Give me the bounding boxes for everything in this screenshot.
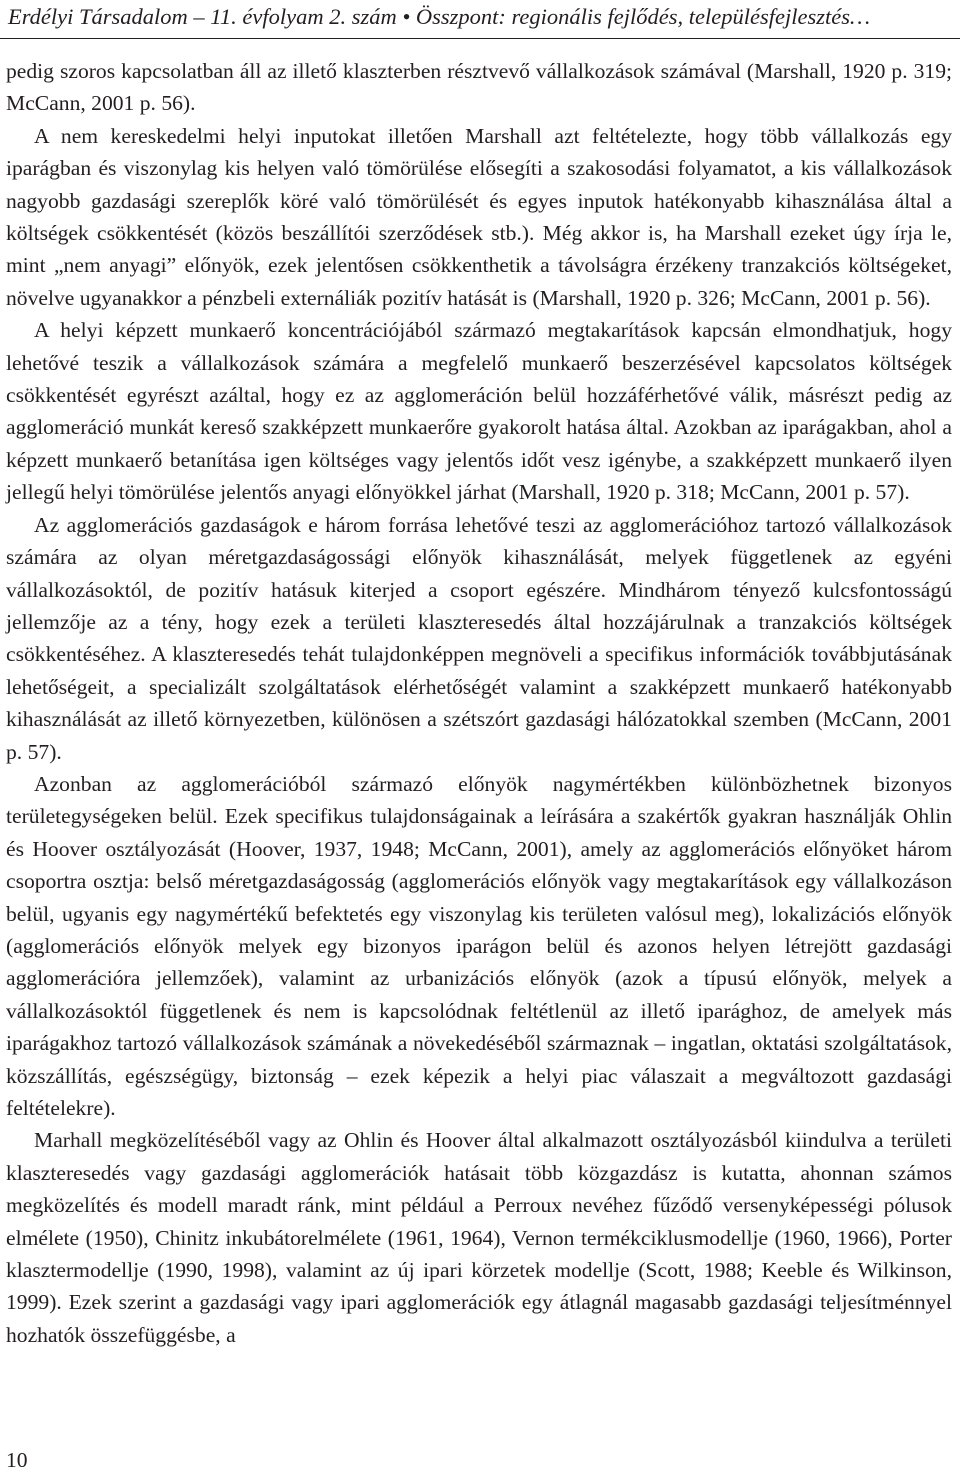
paragraph-three-sources: Az agglomerációs gazdaságok e három forrása lehetővé teszi az agglomerációhoz tartozó vállalkozások számára az olyan méretgazdaságossági előnyök kihasználását, melyek függetlenek az egyéni vállalkozásoktól, de pozitív hatásuk kiterjed a csoport egészére. Mindhárom tényező kulcsfontosságú jellemzője az a tény, hogy ezek a területi klaszteresedés által hozzájárulnak a tranzakciós költségek csökkentéséhez. A klaszteresedés tehát tulajdonképpen megnöveli a specifikus információk továbbjutásának lehetőségeit, a specializált szolgáltatások elérhetőségét valamint a szakképzett munkaerő hatékonyabb kihasználását az illető környezetben, különösen a szétszórt gazdasági hálózatokkal szemben (McCann, 2001 p. 57). <box>6 512 952 764</box>
paragraph-models: Marhall megközelítéséből vagy az Ohlin és Hoover által alkalmazott osztályozásból kiindulva a területi klaszteresedés vagy gazdasági agglomerációk hatásait több közgazdász is kutatta, ahonnan számos megközelítés és modell maradt ránk, mint például a Perroux nevéhez fűződő versenyképességi pólusok elmélete (1950), Chinitz inkubátorelmélete (1961, 1964), Vernon termékciklusmodellje (1960, 1966), Porter klasztermodellje (1990, 1998), valamint az új ipari körzetek modellje (Scott, 1988; Keeble és Wilkinson, 1999). Ezek szerint a gazdasági vagy ipari agglomerációk egy átlagnál magasabb gazdasági teljesítménnyel hozhatók összefüggésbe, a <box>6 1128 952 1347</box>
paragraph-ohlin-hoover: Azonban az agglomerációból származó előnyök nagymértékben különbözhetnek bizonyos területegységeken belül. Ezek specifikus tulajdonságainak a leírására a szakértők gyakran használják Ohlin és Hoover osztályozását (Hoover, 1937, 1948; McCann, 2001), amely az agglomerációs előnyöket három csoportra osztja: belső méretgazdaságosság (agglomerációs előnyök vagy megtakarítások egy vállalkozáson belül, ugyanis egy nagymértékű befektetés egy viszonylag kis területen valósul meg), lokalizációs előnyök (agglomerációs előnyök melyek egy bizonyos iparágon belül és azonos helyen létrejött gazdasági agglomerációra jellemzőek), valamint az urbanizációs előnyök (azok a típusú előnyök, melyek a vállalkozásoktól függetlenek és nem is kapcsolódnak feltétlenül az illető iparághoz, de amelyek más iparágakhoz tartozó vállalkozások számának a növekedéséből származnak – ingatlan, oktatási szolgáltatások, közszállítás, egészségügy, biztonság – ezek képezik a helyi piac válaszait a megváltozott gazdasági feltételekre). <box>6 771 952 1120</box>
paragraph-nontrade-inputs: A nem kereskedelmi helyi inputokat illetően Marshall azt feltételezte, hogy több vállalkozás egy iparágban és viszonylag kis helyen való tömörülése elősegíti a szakosodási folyamatot, a kis vállalkozások nagyobb gazdasági szereplők köré való tömörülését és egyes inputok hatékonyabb kihasználása által a költségek csökkentését (közös beszállítói szerződések stb.). Még akkor is, ha Marshall ezeket úgy írja le, mint „nem anyagi” előnyök, ezek jelentősen csökkenthetik a távolságra érzékeny tranzakciós költségeket, növelve ugyanakkor a pénzbeli externáliák pozitív hatását is (Marshall, 1920 p. 326; McCann, 2001 p. 56). <box>6 123 952 310</box>
page-number: 10 <box>6 1448 28 1472</box>
running-header: Erdélyi Társadalom – 11. évfolyam 2. szám • Összpont: regionális fejlődés, településfejlesztés… <box>8 4 870 29</box>
header-divider <box>0 38 960 39</box>
article-body <box>6 55 952 1351</box>
paragraph-skilled-labour: A helyi képzett munkaerő koncentrációjából származó megtakarítások kapcsán elmondhatjuk, hogy lehetővé teszik a vállalkozások számára a megfelelő munkaerő beszerzésével kapcsolatos költségek csökkentését egyrészt azáltal, hogy ez az agglomeráción belül hozzáférhetővé válik, másrészt pedig az agglomeráció munkát kereső szakképzett munkaerőre gyakorolt hatása által. Azokban az iparágakban, ahol a képzett munkaerő betanítása igen költséges vagy jelentős időt vesz igénybe, a szakképzett munkaerő ilyen jellegű helyi tömörülése jelentős anyagi előnyökkel járhat (Marshall, 1920 p. 318; McCann, 2001 p. 57). <box>6 318 952 505</box>
paragraph-continuation: pedig szoros kapcsolatban áll az illető klaszterben résztvevő vállalkozások számával (Marshall, 1920 p. 319; McCann, 2001 p. 56). <box>6 59 952 116</box>
